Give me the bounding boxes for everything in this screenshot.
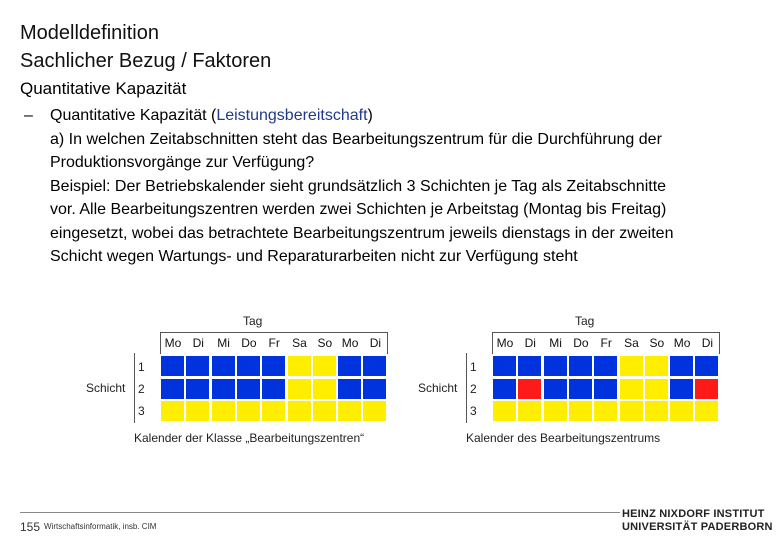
slide-title: Modelldefinition xyxy=(20,22,159,44)
unavailable-cell xyxy=(593,400,618,422)
tag-label: Tag xyxy=(575,314,595,328)
unavailable-cell xyxy=(644,355,669,377)
calendar-caption: Kalender der Klasse „Bearbeitungszentren“ xyxy=(134,431,365,445)
available-cell xyxy=(568,378,593,400)
bullet-line: eingesetzt, wobei das betrachtete Bearbeitungszentrum jeweils dienstags in der zweiten xyxy=(50,224,674,242)
footer-text: Wirtschaftsinformatik, insb. CIM xyxy=(44,522,157,531)
unavailable-cell xyxy=(492,400,517,422)
available-cell xyxy=(492,378,517,400)
day-label: Mo xyxy=(341,336,359,350)
maintenance-cell xyxy=(694,378,719,400)
shift-number: 2 xyxy=(470,382,477,396)
unavailable-cell xyxy=(543,400,568,422)
slide-title-line2: Sachlicher Bezug / Faktoren xyxy=(20,50,272,72)
available-cell xyxy=(261,355,286,377)
day-label: Do xyxy=(241,336,257,350)
available-cell xyxy=(669,378,694,400)
bullet-dash: – xyxy=(24,107,33,124)
day-label: Di xyxy=(369,336,382,350)
shift-number: 3 xyxy=(138,404,145,418)
day-label: Mo xyxy=(673,336,691,350)
available-cell xyxy=(543,355,568,377)
shift-number: 2 xyxy=(138,382,145,396)
available-cell xyxy=(543,378,568,400)
available-cell xyxy=(236,355,261,377)
unavailable-cell xyxy=(312,355,337,377)
bullet-line: vor. Alle Bearbeitungszentren werden zwei Schichten je Arbeitstag (Montag bis Freitag) xyxy=(50,201,667,218)
day-label: So xyxy=(317,336,333,350)
day-label: Mo xyxy=(164,336,182,350)
day-label: Di xyxy=(524,336,536,350)
available-cell xyxy=(492,355,517,377)
unavailable-cell xyxy=(261,400,286,422)
shift-axis-line xyxy=(134,353,135,423)
bullet-tail: ) xyxy=(367,107,373,124)
available-cell xyxy=(185,355,210,377)
schicht-label: Schicht xyxy=(418,381,458,395)
unavailable-cell xyxy=(287,400,312,422)
unavailable-cell xyxy=(312,400,337,422)
available-cell xyxy=(593,355,618,377)
available-cell xyxy=(211,355,236,377)
slide-subtitle: Quantitative Kapazität xyxy=(20,79,187,98)
available-cell xyxy=(362,355,387,377)
day-label: Do xyxy=(573,336,589,350)
shift-number: 1 xyxy=(138,360,145,374)
unavailable-cell xyxy=(185,400,210,422)
unavailable-cell xyxy=(644,378,669,400)
available-cell xyxy=(236,378,261,400)
unavailable-cell xyxy=(287,355,312,377)
institute-logo: HEINZ NIXDORF INSTITUT xyxy=(622,508,765,520)
day-label: Fr xyxy=(268,336,280,350)
maintenance-cell xyxy=(517,378,542,400)
available-cell xyxy=(568,355,593,377)
page-number: 155 xyxy=(20,520,41,534)
day-label: Di xyxy=(701,336,714,350)
unavailable-cell xyxy=(236,400,261,422)
unavailable-cell xyxy=(211,400,236,422)
unavailable-cell xyxy=(362,400,387,422)
available-cell xyxy=(694,355,719,377)
unavailable-cell xyxy=(644,400,669,422)
bullet-lead: Quantitative Kapazität ( xyxy=(50,107,217,124)
available-cell xyxy=(669,355,694,377)
calendar-class xyxy=(80,310,400,450)
available-cell xyxy=(517,355,542,377)
bullet-heading xyxy=(50,104,780,128)
available-cell xyxy=(160,355,185,377)
bullet-line: Produktionsvorgänge zur Verfügung? xyxy=(50,154,315,171)
unavailable-cell xyxy=(337,400,362,422)
day-label: Mo xyxy=(496,336,514,350)
unavailable-cell xyxy=(568,400,593,422)
day-label: Mi xyxy=(217,336,230,350)
shift-number: 1 xyxy=(470,360,477,374)
unavailable-cell xyxy=(669,400,694,422)
available-cell xyxy=(185,378,210,400)
day-label: Sa xyxy=(624,336,639,350)
available-cell xyxy=(337,355,362,377)
day-label: Fr xyxy=(600,336,612,350)
unavailable-cell xyxy=(619,400,644,422)
bullet-line: Schicht wegen Wartungs- und Reparaturarbeiten nicht zur Verfügung steht xyxy=(50,248,578,265)
tag-label: Tag xyxy=(243,314,263,328)
day-label: Di xyxy=(192,336,204,350)
schicht-label: Schicht xyxy=(86,381,126,395)
available-cell xyxy=(160,378,185,400)
available-cell xyxy=(261,378,286,400)
unavailable-cell xyxy=(694,400,719,422)
available-cell xyxy=(337,378,362,400)
bullet-text xyxy=(50,104,780,269)
day-label: Sa xyxy=(292,336,307,350)
calendar-center xyxy=(412,310,732,450)
university-logo: UNIVERSITÄT PADERBORN xyxy=(622,521,773,533)
available-cell xyxy=(362,378,387,400)
calendar-caption: Kalender des Bearbeitungszentrums xyxy=(466,431,661,445)
available-cell xyxy=(211,378,236,400)
day-label: Mi xyxy=(549,336,562,350)
shift-number: 3 xyxy=(470,404,477,418)
unavailable-cell xyxy=(160,400,185,422)
unavailable-cell xyxy=(619,378,644,400)
unavailable-cell xyxy=(517,400,542,422)
unavailable-cell xyxy=(312,378,337,400)
bullet-line: Beispiel: Der Betriebskalender sieht grundsätzlich 3 Schichten je Tag als Zeitabschnitte xyxy=(50,177,667,195)
day-label: So xyxy=(649,336,665,350)
shift-axis-line xyxy=(466,353,467,423)
unavailable-cell xyxy=(619,355,644,377)
available-cell xyxy=(593,378,618,400)
bullet-line: a) In welchen Zeitabschnitten steht das Bearbeitungszentrum für die Durchführung der xyxy=(50,130,662,148)
unavailable-cell xyxy=(287,378,312,400)
footer-divider xyxy=(20,512,620,513)
highlight-term: Leistungsbereitschaft xyxy=(216,107,368,124)
